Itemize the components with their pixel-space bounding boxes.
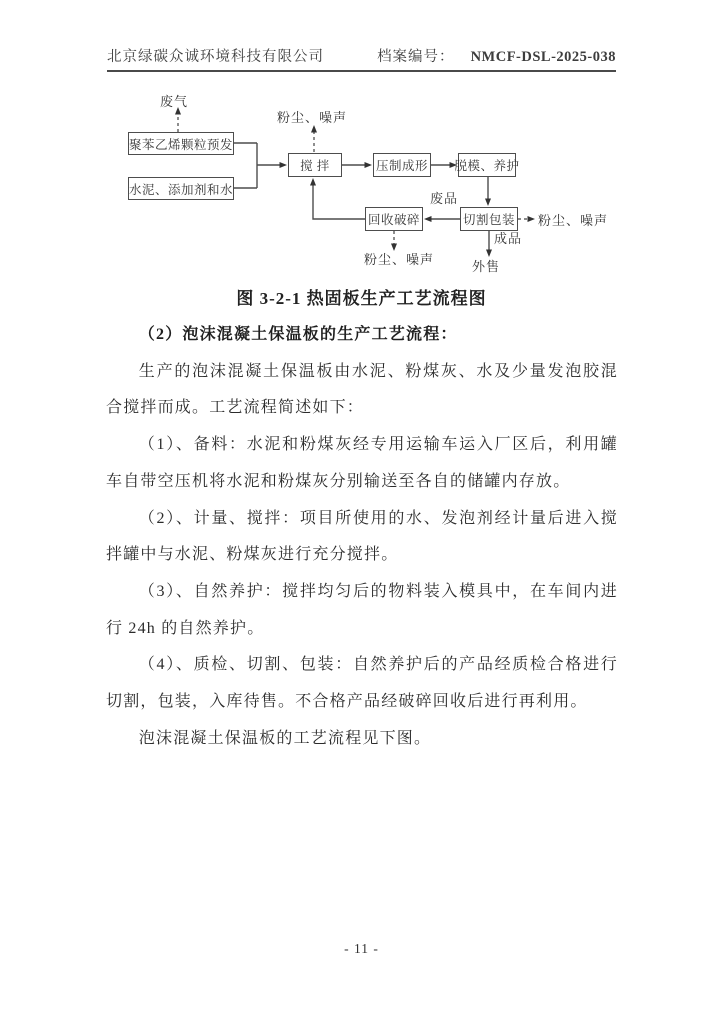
flowchart-box-press-forming: 压制成形 [373, 153, 431, 177]
flowchart-label-scrap: 废品 [430, 191, 459, 206]
flowchart-box-demold-curing: 脱模、养护 [458, 153, 516, 177]
flowchart-label-dust-noise-bottom: 粉尘、噪声 [364, 252, 435, 267]
flowchart-label-dust-noise-right: 粉尘、噪声 [538, 213, 609, 228]
paragraph-step4-inspection-cutting-packing: （4）、质检、切割、包装：自然养护后的产品经质检合格进行切割，包装，入库待售。不合格产品经破碎回收后进行再利用。 [106, 656, 618, 711]
paragraph-step2-metering-mixing: （2）、计量、搅拌：项目所使用的水、发泡剂经计量后进入搅拌罐中与水泥、粉煤灰进行充分搅拌。 [106, 509, 618, 564]
document-body [106, 317, 618, 757]
page-header [107, 44, 616, 72]
flowchart-box-eps-prefoam: 聚苯乙烯颗粒预发 [128, 132, 234, 155]
archive-label: 档案编号： [377, 49, 455, 65]
flowchart-label-external-sale: 外售 [472, 259, 501, 274]
section-heading: （2）泡沫混凝土保温板的生产工艺流程： [138, 326, 458, 343]
flowchart-label-finished-product: 成品 [494, 231, 523, 246]
paragraph-closing: 泡沫混凝土保温板的工艺流程见下图。 [138, 729, 432, 747]
flowchart-box-cement-additive-water: 水泥、添加剂和水 [128, 177, 234, 200]
paragraph-step1-preparation: （1）、备料：水泥和粉煤灰经专用运输车运入厂区后，利用罐车自带空压机将水泥和粉煤灰分别输送至各自的储罐内存放。 [106, 436, 618, 490]
flowchart-box-cutting-packing: 切割包装 [460, 207, 518, 231]
paragraph-step3-natural-curing: （3）、自然养护：搅拌均匀后的物料装入模具中，在车间内进行 24h 的自然养护。 [106, 582, 618, 637]
flowchart-label-dust-noise-top: 粉尘、噪声 [277, 110, 348, 125]
flowchart-label-waste-gas: 废气 [160, 94, 189, 109]
figure-caption: 图 3-2-1 热固板生产工艺流程图 [236, 289, 487, 308]
process-flowchart [100, 88, 620, 280]
paragraph-intro: 生产的泡沫混凝土保温板由水泥、粉煤灰、水及少量发泡胶混合搅拌而成。工艺流程简述如下： [106, 362, 618, 417]
archive-number-group [377, 45, 616, 66]
archive-number: NMCF-DSL-2025-038 [470, 49, 616, 65]
company-name: 北京绿碳众诚环境科技有限公司 [107, 49, 324, 65]
page-number: - 11 - [344, 941, 379, 956]
flowchart-box-recycle-crushing: 回收破碎 [365, 207, 423, 231]
flowchart-box-mixing: 搅 拌 [288, 153, 342, 177]
page-footer [0, 941, 723, 957]
